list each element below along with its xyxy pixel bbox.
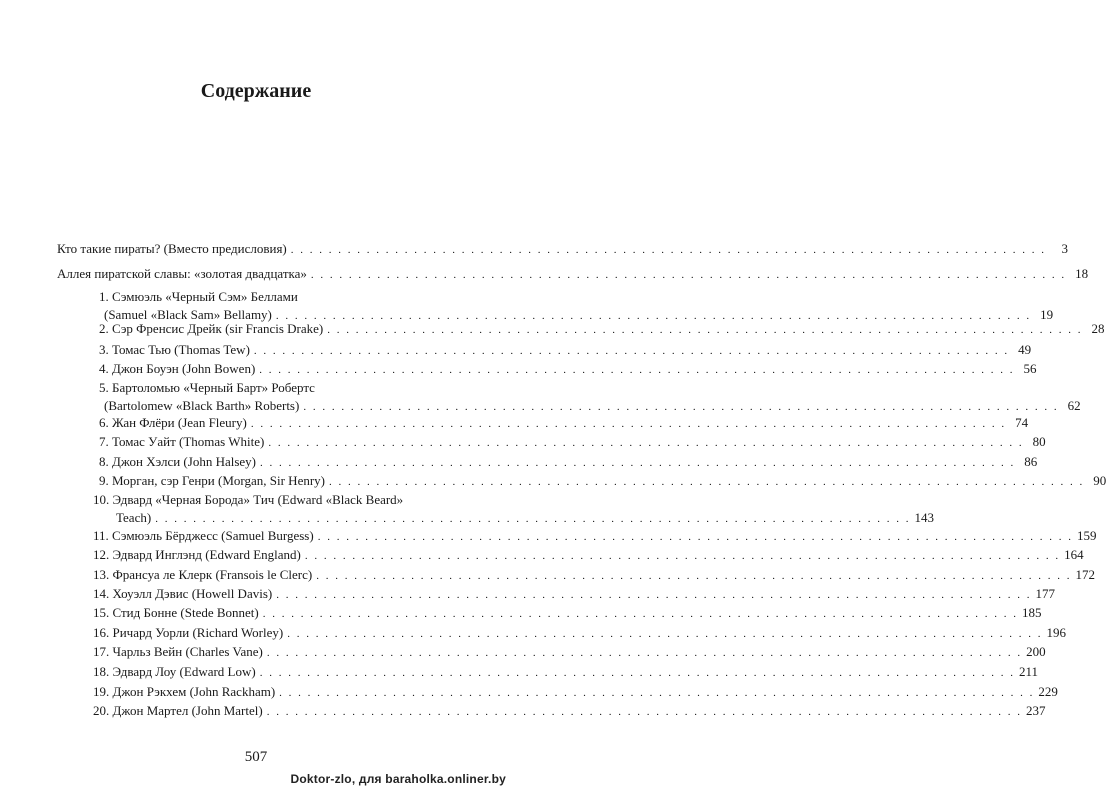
toc-entry [93,491,934,528]
toc-entry-title: 13. Франсуа ле Клерк (Fransois le Clerc) [93,567,313,582]
leader-dots: . . . . . . . . . . . . . . . . . . . . . . . . . . . . . . . . . . . . . . . . . . . . . . . . . . . . . . . . . . . . . . . . . . . . . . . . . . . . . . . . [303,401,1059,413]
toc-entry [99,433,1046,452]
toc-entry [99,453,1038,472]
leader-dots: . . . . . . . . . . . . . . . . . . . . . . . . . . . . . . . . . . . . . . . . . . . . . . . . . . . . . . . . . . . . . . . . . . . . . . . . . . . . . . . . [317,531,1073,543]
toc-entry [99,320,1105,339]
toc-entry-page: 86 [1024,454,1038,469]
leader-dots: . . . . . . . . . . . . . . . . . . . . . . . . . . . . . . . . . . . . . . . . . . . . . . . . . . . . . . . . . . . . . . . . . . . . . . . . . . . . . . . . [155,513,911,525]
leader-dots: . . . . . . . . . . . . . . . . . . . . . . . . . . . . . . . . . . . . . . . . . . . . . . . . . . . . . . . . . . . . . . . . . . . . . . . . . . . . . . . . [250,418,1007,430]
leader-dots: . . . . . . . . . . . . . . . . . . . . . . . . . . . . . . . . . . . . . . . . . . . . . . . . . . . . . . . . . . . . . . . . . . . . . . . . . . . . . . . . [304,550,1061,562]
toc-entry-page: 164 [1064,547,1084,562]
leader-dots: . . . . . . . . . . . . . . . . . . . . . . . . . . . . . . . . . . . . . . . . . . . . . . . . . . . . . . . . . . . . . . . . . . . . . . . . . . . . . . . . [259,667,1015,679]
toc-entry-page: 74 [1015,415,1029,430]
toc-entry [57,240,1069,259]
toc-entry-title: 12. Эдвард Инглэнд (Edward England) [93,547,301,562]
toc-entry-title: 15. Стид Бонне (Stede Bonnet) [93,605,259,620]
toc-entry [93,527,1097,546]
toc-entry-page: 62 [1067,398,1081,413]
toc-entry [93,566,1095,585]
toc-entry-title-line1: 10. Эдвард «Черная Борода» Тич (Edward «Black Beard» [93,492,404,507]
toc-entry-page: 229 [1038,684,1058,699]
toc-entry-page: 56 [1023,361,1037,376]
toc-entry [99,379,1081,416]
leader-dots: . . . . . . . . . . . . . . . . . . . . . . . . . . . . . . . . . . . . . . . . . . . . . . . . . . . . . . . . . . . . . . . . . . . . . . . . . . . . . . . . [268,437,1024,449]
toc-entry-title: 20. Джон Мартел (John Martel) [93,703,263,718]
toc-entry-title: (Bartolomew «Black Barth» Roberts) [104,398,300,413]
toc-entry-page: 90 [1093,473,1106,488]
toc-entry-title: 11. Сэмюэль Бёрджесс (Samuel Burgess) [93,528,314,543]
toc-entry-title: 4. Джон Боуэн (John Bowen) [99,361,256,376]
toc-entry-title: 3. Томас Тью (Thomas Tew) [99,342,250,357]
toc-entry [99,472,1106,491]
toc-entry [93,683,1058,702]
toc-entry-page: 143 [914,510,934,525]
leader-dots: . . . . . . . . . . . . . . . . . . . . . . . . . . . . . . . . . . . . . . . . . . . . . . . . . . . . . . . . . . . . . . . . . . . . . . . . . . . . . . . . [259,364,1015,376]
toc-entry-title: Аллея пиратской славы: «золотая двадцатка» [57,266,307,281]
leader-dots: . . . . . . . . . . . . . . . . . . . . . . . . . . . . . . . . . . . . . . . . . . . . . . . . . . . . . . . . . . . . . . . . . . . . . . . . . . . . . . . . [279,687,1035,699]
toc-entry-page: 200 [1026,644,1046,659]
leader-dots: . . . . . . . . . . . . . . . . . . . . . . . . . . . . . . . . . . . . . . . . . . . . . . . . . . . . . . . . . . . . . . . . . . . . . . . . . . . . . . . . [260,457,1016,469]
leader-dots: . . . . . . . . . . . . . . . . . . . . . . . . . . . . . . . . . . . . . . . . . . . . . . . . . . . . . . . . . . . . . . . . . . . . . . . . . . . . . . . . [329,476,1085,488]
toc-entry [93,604,1042,623]
toc-entry-title: 7. Томас Уайт (Thomas White) [99,434,265,449]
toc-entry [93,585,1055,604]
toc-entry-title-line1: 5. Бартоломью «Черный Барт» Робертс [99,380,315,395]
toc-entry [99,360,1037,379]
toc-entry [93,546,1084,565]
toc-entry-page: 19 [1040,307,1054,322]
leader-dots: . . . . . . . . . . . . . . . . . . . . . . . . . . . . . . . . . . . . . . . . . . . . . . . . . . . . . . . . . . . . . . . . . . . . . . . . . . . . . . . . [276,589,1032,601]
toc-entry [93,663,1038,682]
toc-entry-page: 80 [1032,434,1046,449]
toc-entry [93,702,1046,721]
toc-entry-title: 6. Жан Флёри (Jean Fleury) [99,415,247,430]
leader-dots: . . . . . . . . . . . . . . . . . . . . . . . . . . . . . . . . . . . . . . . . . . . . . . . . . . . . . . . . . . . . . . . . . . . . . . . . . . . . . . . . [290,244,1047,256]
toc-entry-page: 177 [1035,586,1055,601]
toc-entry-title: (Samuel «Black Sam» Bellamy) [104,307,272,322]
leader-dots: . . . . . . . . . . . . . . . . . . . . . . . . . . . . . . . . . . . . . . . . . . . . . . . . . . . . . . . . . . . . . . . . . . . . . . . . . . . . . . . . [262,608,1018,620]
toc-entry-title: 14. Хоуэлл Дэвис (Howell Davis) [93,586,273,601]
toc-entry-page: 172 [1075,567,1095,582]
leader-dots: . . . . . . . . . . . . . . . . . . . . . . . . . . . . . . . . . . . . . . . . . . . . . . . . . . . . . . . . . . . . . . . . . . . . . . . . . . . . . . . . [266,647,1023,659]
toc-entry-title: 19. Джон Рэкхем (John Rackham) [93,684,276,699]
toc-entry-page: 28 [1091,321,1105,336]
watermark: Doktor-zlo, для baraholka.onliner.by [290,772,506,786]
toc-entry [93,624,1066,643]
page-number: 507 [244,749,268,765]
toc-entry-page: 196 [1046,625,1066,640]
leader-dots: . . . . . . . . . . . . . . . . . . . . . . . . . . . . . . . . . . . . . . . . . . . . . . . . . . . . . . . . . . . . . . . . . . . . . . . . . . . . . . . . [316,570,1072,582]
leader-dots: . . . . . . . . . . . . . . . . . . . . . . . . . . . . . . . . . . . . . . . . . . . . . . . . . . . . . . . . . . . . . . . . . . . . . . . . . . . . . . . . [327,324,1083,336]
page-title: Содержание [200,80,312,102]
toc-entry-page: 211 [1018,664,1038,679]
toc-entry-page: 237 [1025,703,1046,718]
toc-entry [57,265,1089,284]
toc-entry-page: 159 [1076,528,1097,543]
toc-entry-title: 8. Джон Хэлси (John Halsey) [99,454,256,469]
leader-dots: . . . . . . . . . . . . . . . . . . . . . . . . . . . . . . . . . . . . . . . . . . . . . . . . . . . . . . . . . . . . . . . . . . . . . . . . . . . . . . . . [275,310,1032,322]
toc-entry-title: 18. Эдвард Лоу (Edward Low) [93,664,256,679]
toc-entry [93,643,1046,662]
toc-entry-page: 185 [1022,605,1042,620]
toc-entry-page: 18 [1075,266,1089,281]
toc-entry-title: 2. Сэр Френсис Дрейк (sir Francis Drake) [99,321,324,336]
toc-entry-title-line1: 1. Сэмюэль «Черный Сэм» Беллами [99,289,298,304]
toc-entry-title: 9. Морган, сэр Генри (Morgan, Sir Henry) [99,473,326,488]
leader-dots: . . . . . . . . . . . . . . . . . . . . . . . . . . . . . . . . . . . . . . . . . . . . . . . . . . . . . . . . . . . . . . . . . . . . . . . . . . . . . . . . [287,628,1043,640]
toc-entry-title: Teach) [116,510,152,525]
toc-entry-title: 17. Чарльз Вейн (Charles Vane) [93,644,263,659]
toc-entry-title: 16. Ричард Уорли (Richard Worley) [93,625,284,640]
toc-entry [99,341,1032,360]
leader-dots: . . . . . . . . . . . . . . . . . . . . . . . . . . . . . . . . . . . . . . . . . . . . . . . . . . . . . . . . . . . . . . . . . . . . . . . . . . . . . . . . [310,269,1067,281]
leader-dots: . . . . . . . . . . . . . . . . . . . . . . . . . . . . . . . . . . . . . . . . . . . . . . . . . . . . . . . . . . . . . . . . . . . . . . . . . . . . . . . . [253,345,1010,357]
toc-entry-page: 49 [1018,342,1032,357]
toc-entry [99,414,1029,433]
toc-entry-title: Кто такие пираты? (Вместо предисловия) [57,241,287,256]
leader-dots: . . . . . . . . . . . . . . . . . . . . . . . . . . . . . . . . . . . . . . . . . . . . . . . . . . . . . . . . . . . . . . . . . . . . . . . . . . . . . . . . [266,706,1022,718]
toc-entry-page: 3 [1061,241,1069,256]
